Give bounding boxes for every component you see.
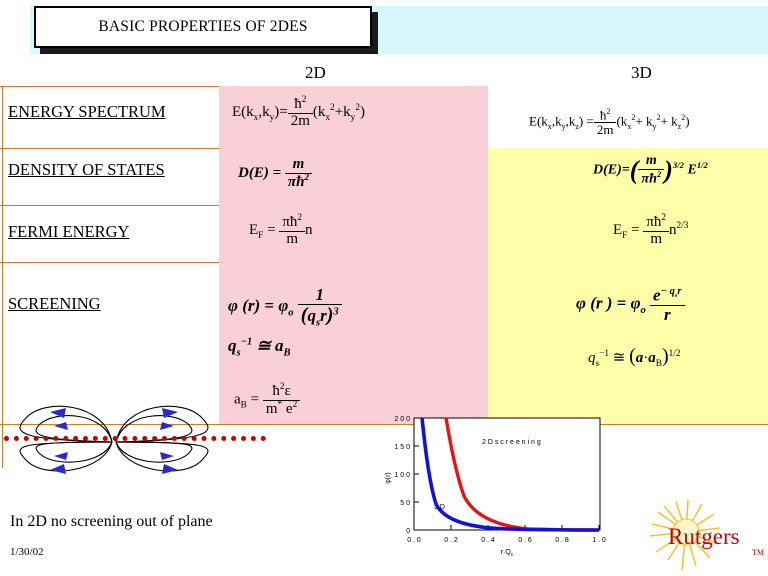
- numerator-1: 1: [315, 285, 324, 304]
- rhs-open: (k: [616, 113, 628, 129]
- arrow-head: [160, 422, 174, 430]
- exp-1-2: 1/2: [668, 349, 681, 359]
- sup-2c: 2: [681, 112, 686, 122]
- formula-dos-3d: [593, 154, 708, 187]
- fraction-exp-over-r: [650, 286, 684, 323]
- ytick-150: 1 5 0: [394, 444, 410, 451]
- sup-2b: 2: [355, 103, 360, 114]
- tail-n: n: [305, 222, 313, 239]
- exp-minus-qs: − q: [660, 286, 675, 297]
- formula-screening-2d-qs: [228, 336, 291, 358]
- chart-ylabel: φ(r): [385, 472, 392, 484]
- denominator-r: r: [650, 305, 684, 324]
- exp-minus1: −1: [599, 349, 610, 359]
- aB-symbol: a: [648, 350, 656, 366]
- tail-E: E: [687, 162, 697, 178]
- denominator-pihbar: πħ: [287, 173, 305, 190]
- E-symbol: E: [613, 222, 623, 239]
- sub-B: B: [655, 359, 662, 369]
- formula-screening-3d-potential: [576, 286, 685, 323]
- rhs-open: (k: [312, 104, 326, 121]
- paren-close: ): [661, 345, 669, 367]
- row-label-density-of-states: DENSITY OF STATES: [8, 160, 165, 179]
- hbar: ħ: [599, 107, 607, 123]
- plus-ky: + k: [635, 113, 653, 129]
- sub-F: F: [258, 231, 264, 242]
- exp-1-2: 1/2: [696, 160, 708, 171]
- epsilon: ε: [284, 383, 291, 399]
- row-label-fermi-energy: FERMI ENERGY: [8, 222, 130, 241]
- r-symbol: r: [320, 305, 327, 325]
- sub-s: s: [674, 292, 678, 300]
- lhs-end: ) =: [578, 113, 594, 129]
- sub-y: y: [269, 113, 275, 124]
- denominator-2m: 2m: [594, 122, 617, 137]
- formula-energy-2d-lhs: E(k: [232, 104, 254, 121]
- sub-x2: x: [325, 113, 331, 124]
- e-symbol: e: [285, 400, 293, 417]
- fraction-hbar2-2m: [594, 108, 617, 137]
- plus-ky: +k: [334, 104, 351, 121]
- rhs-close: ): [685, 113, 690, 129]
- formula-screening-3d-qs: [588, 345, 681, 369]
- exp-minus1: −1: [240, 336, 253, 348]
- divider-line-vertical: [2, 86, 3, 468]
- column-header-2d: 2D: [305, 63, 326, 82]
- chart-xlabel: $r\cdot Q_c$: [500, 549, 514, 558]
- fraction-hbar2-2m: [288, 96, 313, 130]
- exp-2-3: 2/3: [676, 221, 689, 232]
- screening-potential-chart: [378, 412, 618, 564]
- a-symbol: a: [234, 391, 241, 408]
- sub-x: x: [253, 113, 259, 124]
- q-symbol: q: [588, 350, 596, 366]
- paren-close: ): [664, 155, 673, 185]
- q-symbol: q: [228, 336, 237, 355]
- sub-B: B: [283, 347, 291, 359]
- exp-2b: 2: [292, 399, 298, 410]
- exp-2: 2: [656, 168, 662, 179]
- formula-dos-2d: [238, 157, 312, 191]
- fraction-one-qsr3: [298, 286, 342, 328]
- denominator-2m: 2m: [288, 113, 313, 130]
- denominator-m: m: [279, 231, 305, 248]
- sup-2b: 2: [656, 112, 661, 122]
- exp-2: 2: [606, 107, 611, 116]
- fraction-hbar2eps-mstar-e2: [263, 383, 300, 418]
- phi-lhs: φ (r ) = φ: [576, 293, 641, 313]
- formula-fermi-3d: [613, 214, 688, 248]
- equals: =: [250, 391, 260, 408]
- r-in-exponent: r: [677, 286, 682, 297]
- annotation-2d-screening: 2 D s c r e e n i n g: [482, 439, 541, 446]
- arrow-head: [50, 464, 66, 474]
- formula-energy-3d-lhs: E(k: [529, 113, 548, 129]
- plus-kz: + k: [660, 113, 678, 129]
- trademark-symbol: TM: [752, 548, 764, 557]
- column-header-3d: 3D: [631, 63, 652, 82]
- fraction-pihbar2-m: [643, 214, 669, 248]
- sub-s: s: [315, 317, 321, 329]
- exp-3-2: 3/2: [672, 160, 684, 171]
- numerator-pihbar: πħ: [646, 214, 662, 230]
- arrow-head: [162, 464, 178, 474]
- sub-s: s: [595, 359, 600, 369]
- xtick-0: 0 . 0: [407, 537, 421, 544]
- sub-F: F: [622, 231, 628, 242]
- annotation-3d: 3 D: [434, 504, 445, 511]
- sub-s: s: [236, 347, 241, 359]
- xtick-0.4: 0 . 4: [481, 537, 495, 544]
- equals: =: [267, 222, 276, 239]
- fraction-pihbar2-m: [279, 214, 305, 248]
- ytick-200: 2 0 0: [394, 416, 410, 423]
- sub-y: y: [561, 121, 566, 131]
- e-symbol: e: [653, 285, 661, 305]
- paren-close: ): [326, 303, 334, 326]
- fraction-m-pihbar2: [638, 154, 664, 187]
- phi-lhs: φ (r) = φ: [228, 296, 289, 316]
- formula-energy-3d: [529, 108, 690, 137]
- arrow-head: [160, 452, 174, 460]
- mid2: ,k: [565, 113, 576, 129]
- numerator-pihbar: πħ: [282, 214, 298, 230]
- xtick-1.0: 1 . 0: [592, 537, 606, 544]
- a-symbol: a: [275, 336, 284, 355]
- xtick-0.2: 0 . 2: [444, 537, 458, 544]
- equals: =: [631, 222, 640, 239]
- row-label-screening: SCREENING: [8, 294, 101, 313]
- m-symbol: m: [265, 400, 278, 417]
- exp-2: 2: [661, 213, 667, 223]
- paren-open: (: [629, 155, 639, 185]
- formula-screening-2d-potential: [228, 286, 342, 328]
- a-symbol: a: [635, 350, 644, 366]
- note-no-screening: In 2D no screening out of plane: [10, 513, 213, 530]
- exp-3: 3: [333, 306, 339, 318]
- exp-2: 2: [279, 382, 285, 392]
- q-symbol: q: [307, 305, 316, 325]
- arrow-head: [54, 422, 68, 430]
- lhs-end: )=: [274, 104, 288, 121]
- mid: ,k: [258, 104, 270, 121]
- sup-2a: 2: [631, 112, 636, 122]
- sub-z: z: [575, 121, 579, 131]
- formula-fermi-2d: [249, 214, 313, 248]
- ytick-0: 0: [406, 528, 410, 535]
- field-lines-diagram: [4, 396, 224, 488]
- denominator-pihbar: πħ: [641, 171, 657, 187]
- ytick-100: 1 0 0: [394, 472, 410, 479]
- xtick-0.8: 0 . 8: [555, 537, 569, 544]
- rutgers-wordmark: Rutgers: [668, 524, 740, 549]
- formula-screening-2d-bohr-radius: [234, 383, 300, 418]
- rhs-close: ): [359, 104, 365, 121]
- sub-y2: y: [652, 121, 657, 131]
- slide-date: 1/30/02: [10, 546, 44, 558]
- sup-2a: 2: [330, 103, 335, 114]
- sub-x2: x: [627, 121, 632, 131]
- exp-2: 2: [297, 213, 303, 223]
- hbar: ħ: [294, 96, 302, 112]
- paren-open: (: [629, 345, 636, 367]
- sub-o: o: [288, 307, 294, 319]
- star: *: [277, 399, 283, 410]
- exp-2: 2: [301, 95, 307, 105]
- title-box: [34, 6, 372, 48]
- row-label-energy-spectrum: ENERGY SPECTRUM: [8, 102, 166, 121]
- numerator-m: m: [292, 156, 305, 172]
- plane-dotted-line: [4, 436, 266, 441]
- arrow-head: [54, 452, 68, 460]
- mid1: ,k: [551, 113, 562, 129]
- sub-x: x: [547, 121, 552, 131]
- formula-dos-3d-lhs: D(E)=: [593, 162, 630, 178]
- exp-2: 2: [304, 172, 310, 183]
- numerator-m: m: [645, 153, 657, 168]
- paren-open: (: [300, 303, 308, 326]
- denominator-m: m: [643, 231, 669, 248]
- sub-z2: z: [677, 121, 682, 131]
- fraction-m-pihbar2: [285, 157, 312, 191]
- sub-o: o: [640, 304, 646, 316]
- panel-2d-background: [219, 86, 488, 424]
- hbar: ħ: [272, 383, 280, 399]
- formula-energy-2d: [232, 96, 365, 130]
- approx-sign: ≅: [256, 336, 271, 355]
- xtick-0.6: 0 . 6: [518, 537, 532, 544]
- sub-y2: y: [350, 113, 356, 124]
- E-symbol: E: [249, 222, 259, 239]
- tail-n: n: [669, 222, 677, 239]
- ytick-50: 5 0: [400, 500, 410, 507]
- page-title: BASIC PROPERTIES OF 2DES: [98, 18, 308, 35]
- sub-B: B: [240, 400, 247, 411]
- formula-dos-2d-lhs: D(E) =: [238, 165, 282, 182]
- dot-operator: ·: [643, 350, 649, 366]
- approx-sign: ≅: [612, 350, 626, 366]
